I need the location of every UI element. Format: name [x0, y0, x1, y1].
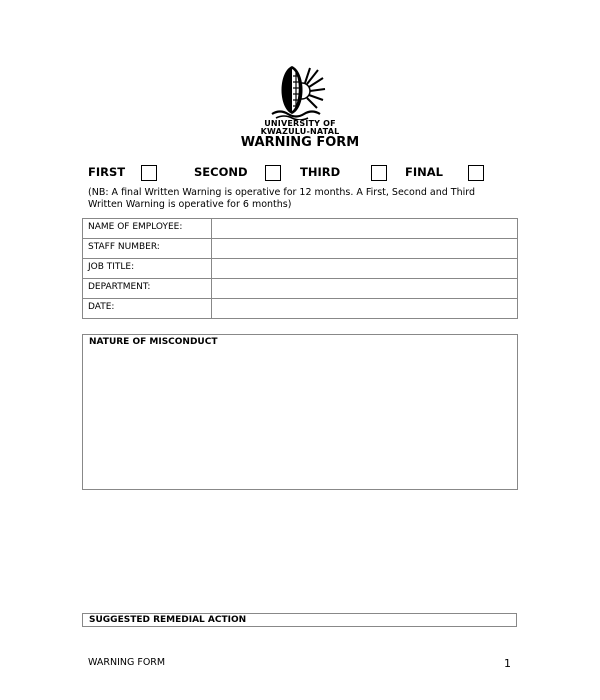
employee-name-label: NAME OF EMPLOYEE: [83, 219, 212, 239]
misconduct-textarea[interactable] [82, 334, 518, 490]
staff-number-field[interactable] [212, 239, 518, 259]
staff-number-label: STAFF NUMBER: [83, 239, 212, 259]
warning-second-checkbox[interactable] [265, 165, 281, 181]
job-title-field[interactable] [212, 259, 518, 279]
date-label: DATE: [83, 299, 212, 319]
warning-final-label: FINAL [405, 165, 443, 179]
remedial-action-field[interactable] [82, 613, 517, 627]
employee-name-field[interactable] [212, 219, 518, 239]
department-field[interactable] [212, 279, 518, 299]
department-label: DEPARTMENT: [83, 279, 212, 299]
warning-first-label: FIRST [88, 165, 126, 179]
date-field[interactable] [212, 299, 518, 319]
org-name-line2: KWAZULU-NATAL [260, 127, 340, 136]
employee-details-table [82, 218, 518, 319]
table-row [83, 259, 518, 279]
org-name-line1: UNIVERSITY OF [264, 119, 336, 128]
table-row [83, 219, 518, 239]
warning-second-label: SECOND [194, 165, 248, 179]
remedial-action-title: SUGGESTED REMEDIAL ACTION [89, 615, 247, 625]
table-row [83, 239, 518, 259]
footer-form-name: WARNING FORM [88, 657, 166, 668]
warning-third-label: THIRD [300, 165, 341, 179]
university-logo-icon [266, 62, 326, 120]
warning-final-checkbox[interactable] [468, 165, 484, 181]
table-row [83, 299, 518, 319]
misconduct-title: NATURE OF MISCONDUCT [89, 337, 218, 347]
page-number: 1 [504, 657, 511, 670]
warning-third-checkbox[interactable] [371, 165, 387, 181]
form-title: WARNING FORM [240, 135, 360, 150]
job-title-label: JOB TITLE: [83, 259, 212, 279]
warning-duration-note: (NB: A final Written Warning is operative for 12 months. A First, Second and Third Written Warning is operative for 6 months) [88, 187, 476, 210]
warning-first-checkbox[interactable] [141, 165, 157, 181]
table-row [83, 279, 518, 299]
